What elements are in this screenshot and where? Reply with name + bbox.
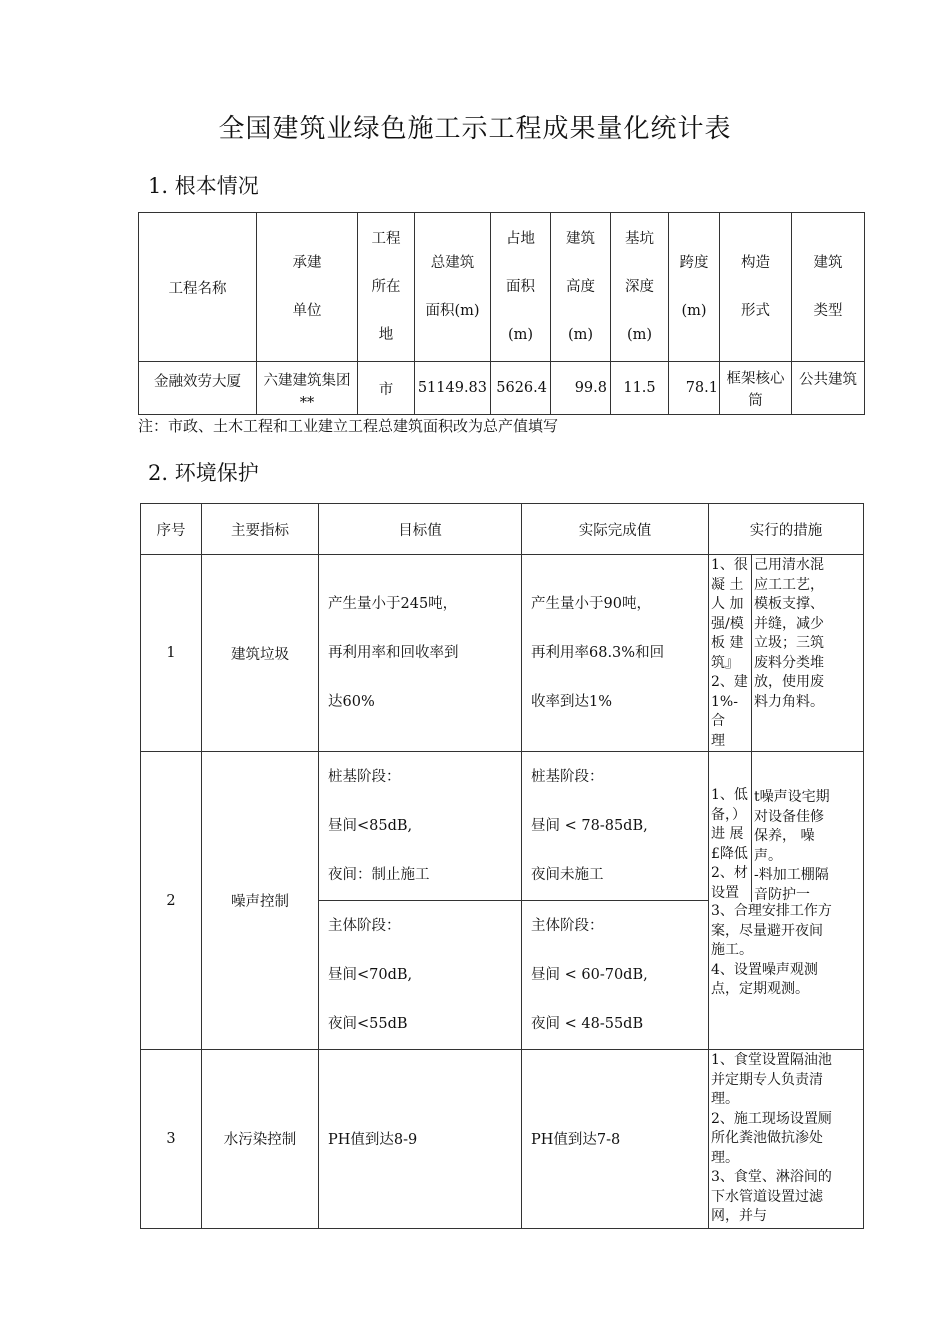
cell-building-type: 公共建筑 bbox=[792, 362, 865, 415]
th-name: 工程名称 bbox=[139, 213, 257, 362]
row1-target: 产生量小于245吨， 再利用率和回收率到 达60% bbox=[319, 555, 522, 752]
table-note: 注：市政、土木工程和工业建立工程总建筑面积改为总产值填写 bbox=[138, 417, 559, 435]
row2-actual-main: 主体阶段： 昼间 < 60-70dB, 夜间 < 48-55dB bbox=[522, 901, 709, 1050]
row2-measures: 1、低 备，） 进 展 £降低 2、材 设置 t噪声设宅期 对设备佳修 保养， 噪 声。 -料加工棚隔 音防护一 3、合理安排工作方 案，尽量避开夜间 施工。 4、设置噪声观测 点，定期观测。 bbox=[709, 752, 864, 1050]
cell-name: 金融效劳大厦 bbox=[139, 362, 257, 415]
table-row bbox=[141, 1050, 864, 1229]
section2-heading: 2. 环境保护 bbox=[148, 461, 259, 485]
cell-location: 市 bbox=[358, 362, 415, 415]
row2-target-main: 主体阶段： 昼间<70dB, 夜间<55dB bbox=[319, 901, 522, 1050]
row1-measures: 1、很 凝 土 人 加 强/模 板 建 筑』 2、建 1%-合 理 己用清水混 应工工艺， 模板支撑、 并缝，减少 立圾；三筑 废料分类堆 放，使用废 料力角料。 bbox=[709, 555, 864, 752]
th-target: 目标值 bbox=[319, 504, 522, 555]
th-measures: 实行的措施 bbox=[709, 504, 864, 555]
row2-indicator: 噪声控制 bbox=[202, 752, 319, 1050]
th-actual: 实际完成值 bbox=[522, 504, 709, 555]
th-no: 序号 bbox=[141, 504, 202, 555]
table-row bbox=[141, 752, 864, 901]
th-pit-depth: 基坑 深度 (m) bbox=[611, 213, 669, 362]
th-span: 跨度 (m) bbox=[669, 213, 720, 362]
row1-indicator: 建筑垃圾 bbox=[202, 555, 319, 752]
cell-unit: 六建建筑集团 ** bbox=[257, 362, 358, 415]
table-row bbox=[141, 555, 864, 752]
th-location: 工程 所在 地 bbox=[358, 213, 415, 362]
th-building-type: 建筑 类型 bbox=[792, 213, 865, 362]
cell-span: 78.1 bbox=[669, 362, 720, 415]
cell-land-area: 5626.4 bbox=[491, 362, 551, 415]
row1-actual: 产生量小于90吨， 再利用率68.3%和回 收率到达1% bbox=[522, 555, 709, 752]
row3-target: PH值到达8-9 bbox=[319, 1050, 522, 1229]
row2-target-piling: 桩基阶段： 昼间<85dB, 夜间：制止施工 bbox=[319, 752, 522, 901]
row2-actual-piling: 桩基阶段： 昼间 < 78-85dB, 夜间未施工 bbox=[522, 752, 709, 901]
th-indicator: 主要指标 bbox=[202, 504, 319, 555]
th-structure: 构造 形式 bbox=[720, 213, 792, 362]
row3-indicator: 水污染控制 bbox=[202, 1050, 319, 1229]
page-title: 全国建筑业绿色施工示工程成果量化统计表 bbox=[218, 114, 732, 144]
th-total-area: 总建筑 面积(m) bbox=[415, 213, 491, 362]
row3-no: 3 bbox=[141, 1050, 202, 1229]
cell-total-area: 51149.83 bbox=[415, 362, 491, 415]
cell-pit-depth: 11.5 bbox=[611, 362, 669, 415]
row3-measures: 1、食堂设置隔油池 并定期专人负责清 理。 2、施工现场设置厕 所化粪池做抗渗处 理。 3、食堂、淋浴间的 下水管道设置过滤 网，并与 bbox=[709, 1050, 864, 1229]
row1-no: 1 bbox=[141, 555, 202, 752]
th-height: 建筑 高度 (m) bbox=[551, 213, 611, 362]
environment-table bbox=[140, 503, 864, 1229]
basic-info-table bbox=[138, 212, 865, 415]
cell-height: 99.8 bbox=[551, 362, 611, 415]
row3-actual: PH值到达7-8 bbox=[522, 1050, 709, 1229]
th-land-area: 占地 面积 (m) bbox=[491, 213, 551, 362]
th-unit: 承建 单位 bbox=[257, 213, 358, 362]
section1-heading: 1. 根本情况 bbox=[148, 174, 259, 198]
row2-no: 2 bbox=[141, 752, 202, 1050]
cell-structure: 框架核心 筒 bbox=[720, 362, 792, 415]
